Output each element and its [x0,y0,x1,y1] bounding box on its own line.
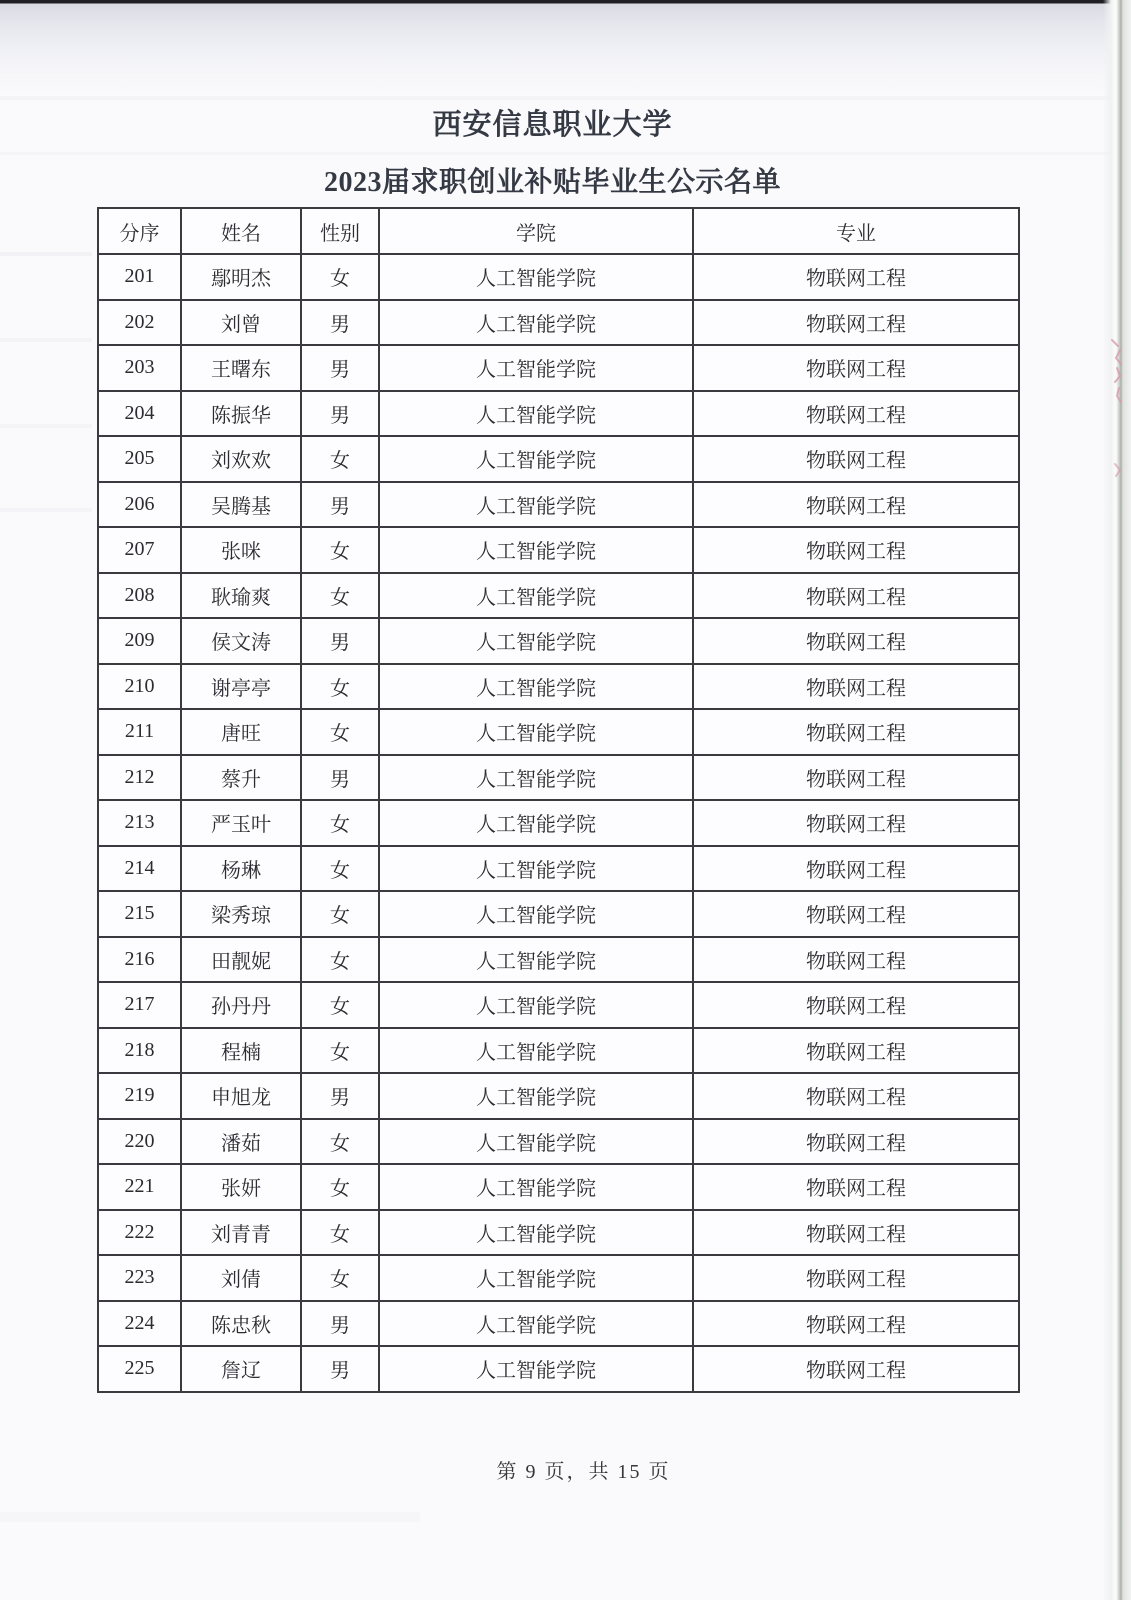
cell-gender: 男 [301,755,379,801]
cell-index: 212 [98,755,181,801]
cell-name: 陈振华 [181,391,301,437]
cell-name: 申旭龙 [181,1073,301,1119]
table-row [98,846,1019,892]
cell-name: 鄢明杰 [181,254,301,300]
cell-name: 侯文涛 [181,618,301,664]
cell-name: 谢亭亭 [181,664,301,710]
scan-streak [0,252,92,256]
red-pen-mark [1108,338,1126,409]
cell-major: 物联网工程 [693,482,1019,528]
cell-major: 物联网工程 [693,300,1019,346]
cell-gender: 男 [301,391,379,437]
scan-streak [0,338,92,342]
cell-major: 物联网工程 [693,1210,1019,1256]
cell-index: 224 [98,1301,181,1347]
cell-name: 刘欢欢 [181,436,301,482]
cell-major: 物联网工程 [693,254,1019,300]
cell-gender: 女 [301,800,379,846]
table-row [98,1210,1019,1256]
cell-major: 物联网工程 [693,937,1019,983]
cell-index: 203 [98,345,181,391]
cell-college: 人工智能学院 [379,391,693,437]
cell-index: 217 [98,982,181,1028]
cell-gender: 女 [301,254,379,300]
cell-college: 人工智能学院 [379,1119,693,1165]
scan-edge-right [1103,0,1131,1600]
table-row [98,1301,1019,1347]
cell-college: 人工智能学院 [379,300,693,346]
cell-name: 耿瑜爽 [181,573,301,619]
table-body [98,254,1019,1392]
cell-college: 人工智能学院 [379,345,693,391]
cell-name: 王曙东 [181,345,301,391]
cell-major: 物联网工程 [693,846,1019,892]
cell-name: 潘茹 [181,1119,301,1165]
table-row [98,1119,1019,1165]
cell-gender: 女 [301,527,379,573]
cell-index: 207 [98,527,181,573]
cell-index: 209 [98,618,181,664]
cell-index: 223 [98,1255,181,1301]
cell-name: 张咪 [181,527,301,573]
cell-name: 严玉叶 [181,800,301,846]
graduates-table [97,207,1020,1393]
table-row [98,254,1019,300]
cell-major: 物联网工程 [693,1119,1019,1165]
cell-college: 人工智能学院 [379,254,693,300]
col-header-name: 姓名 [181,208,301,254]
table-row [98,618,1019,664]
cell-index: 221 [98,1164,181,1210]
table-row [98,436,1019,482]
cell-college: 人工智能学院 [379,1301,693,1347]
cell-college: 人工智能学院 [379,436,693,482]
cell-major: 物联网工程 [693,1073,1019,1119]
cell-index: 211 [98,709,181,755]
cell-college: 人工智能学院 [379,1073,693,1119]
cell-index: 201 [98,254,181,300]
cell-index: 222 [98,1210,181,1256]
table-row [98,664,1019,710]
cell-major: 物联网工程 [693,391,1019,437]
cell-gender: 女 [301,664,379,710]
cell-major: 物联网工程 [693,709,1019,755]
cell-index: 219 [98,1073,181,1119]
page-title: 西安信息职业大学 [432,109,673,141]
red-pen-mark [1112,462,1124,483]
table-row [98,891,1019,937]
cell-major: 物联网工程 [693,982,1019,1028]
cell-gender: 男 [301,300,379,346]
cell-college: 人工智能学院 [379,800,693,846]
cell-name: 蔡升 [181,755,301,801]
page-subtitle: 2023届求职创业补贴毕业生公示名单 [323,167,781,198]
cell-name: 吴腾基 [181,482,301,528]
scan-streak [0,424,92,428]
cell-index: 204 [98,391,181,437]
cell-college: 人工智能学院 [379,937,693,983]
cell-college: 人工智能学院 [379,1255,693,1301]
cell-index: 210 [98,664,181,710]
cell-college: 人工智能学院 [379,1346,693,1392]
cell-major: 物联网工程 [693,755,1019,801]
table-row [98,573,1019,619]
table-row [98,482,1019,528]
scan-streak [0,1512,420,1522]
table-row [98,345,1019,391]
cell-name: 杨琳 [181,846,301,892]
cell-index: 220 [98,1119,181,1165]
cell-name: 程楠 [181,1028,301,1074]
cell-index: 216 [98,937,181,983]
cell-index: 215 [98,891,181,937]
cell-name: 张妍 [181,1164,301,1210]
scan-edge-top [0,0,1131,95]
table-row [98,300,1019,346]
cell-college: 人工智能学院 [379,982,693,1028]
table-row [98,982,1019,1028]
cell-major: 物联网工程 [693,436,1019,482]
cell-name: 田靓妮 [181,937,301,983]
cell-index: 213 [98,800,181,846]
cell-name: 刘曾 [181,300,301,346]
cell-name: 刘倩 [181,1255,301,1301]
scan-streak [0,508,92,512]
cell-college: 人工智能学院 [379,573,693,619]
cell-college: 人工智能学院 [379,709,693,755]
cell-major: 物联网工程 [693,345,1019,391]
col-header-gender: 性别 [301,208,379,254]
cell-index: 208 [98,573,181,619]
cell-name: 孙丹丹 [181,982,301,1028]
table-row [98,755,1019,801]
table-row [98,1255,1019,1301]
cell-index: 225 [98,1346,181,1392]
col-header-major: 专业 [693,208,1019,254]
cell-major: 物联网工程 [693,1164,1019,1210]
cell-index: 206 [98,482,181,528]
cell-major: 物联网工程 [693,1028,1019,1074]
cell-gender: 女 [301,891,379,937]
table-row [98,800,1019,846]
scan-streak [0,96,1131,100]
table-header-row [98,208,1019,254]
cell-gender: 女 [301,1164,379,1210]
cell-college: 人工智能学院 [379,1164,693,1210]
cell-major: 物联网工程 [693,618,1019,664]
cell-major: 物联网工程 [693,573,1019,619]
cell-gender: 女 [301,1210,379,1256]
scan-streak [0,152,1131,155]
cell-gender: 女 [301,982,379,1028]
cell-major: 物联网工程 [693,1255,1019,1301]
cell-gender: 女 [301,846,379,892]
cell-name: 陈忠秋 [181,1301,301,1347]
table-row [98,1073,1019,1119]
cell-gender: 女 [301,573,379,619]
cell-index: 205 [98,436,181,482]
cell-college: 人工智能学院 [379,527,693,573]
cell-college: 人工智能学院 [379,1210,693,1256]
table-row [98,709,1019,755]
cell-college: 人工智能学院 [379,846,693,892]
cell-major: 物联网工程 [693,1346,1019,1392]
cell-college: 人工智能学院 [379,618,693,664]
cell-college: 人工智能学院 [379,1028,693,1074]
table-row [98,1346,1019,1392]
cell-gender: 女 [301,1028,379,1074]
col-header-college: 学院 [379,208,693,254]
table-row [98,1164,1019,1210]
cell-index: 202 [98,300,181,346]
cell-college: 人工智能学院 [379,664,693,710]
cell-college: 人工智能学院 [379,891,693,937]
cell-gender: 男 [301,1346,379,1392]
cell-gender: 男 [301,345,379,391]
cell-gender: 女 [301,1119,379,1165]
table-row [98,1028,1019,1074]
cell-gender: 男 [301,482,379,528]
cell-major: 物联网工程 [693,800,1019,846]
col-header-index: 分序 [98,208,181,254]
table-row [98,937,1019,983]
table-row [98,527,1019,573]
cell-gender: 女 [301,709,379,755]
cell-index: 214 [98,846,181,892]
cell-gender: 男 [301,1073,379,1119]
cell-major: 物联网工程 [693,1301,1019,1347]
cell-index: 218 [98,1028,181,1074]
cell-major: 物联网工程 [693,891,1019,937]
cell-name: 梁秀琼 [181,891,301,937]
cell-name: 唐旺 [181,709,301,755]
cell-gender: 男 [301,1301,379,1347]
cell-college: 人工智能学院 [379,755,693,801]
cell-major: 物联网工程 [693,664,1019,710]
cell-gender: 男 [301,618,379,664]
cell-name: 刘青青 [181,1210,301,1256]
table-row [98,391,1019,437]
cell-name: 詹辽 [181,1346,301,1392]
cell-gender: 女 [301,1255,379,1301]
cell-major: 物联网工程 [693,527,1019,573]
page-number: 第 9 页，共 15 页 [496,1461,671,1483]
cell-college: 人工智能学院 [379,482,693,528]
cell-gender: 女 [301,436,379,482]
cell-gender: 女 [301,937,379,983]
